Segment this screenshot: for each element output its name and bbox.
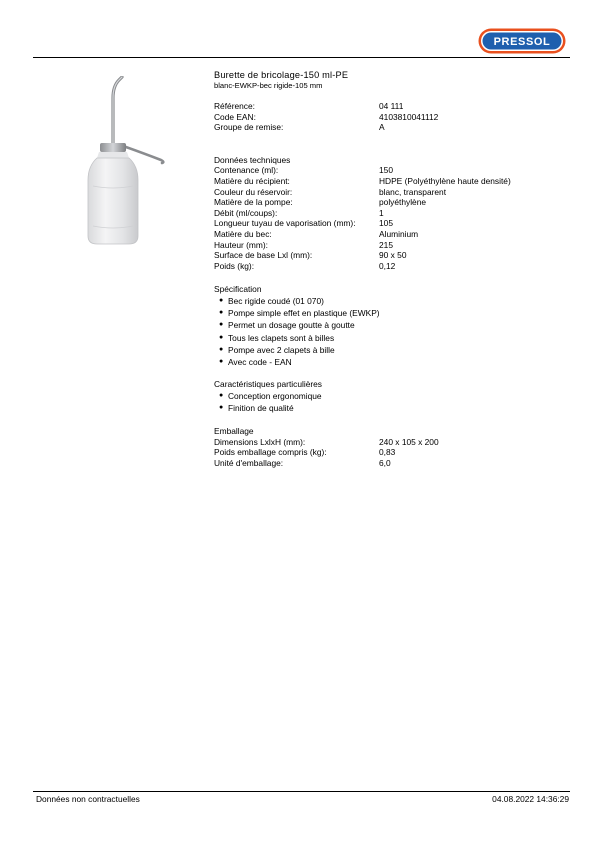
technical-value: 0,12 xyxy=(379,260,396,271)
technical-label: Matière du bec: xyxy=(214,228,272,239)
technical-heading: Données techniques xyxy=(214,154,291,165)
bullet-icon: ● xyxy=(219,403,224,411)
technical-row xyxy=(214,229,574,240)
identifier-label: Groupe de remise: xyxy=(214,122,284,133)
identifier-label: Code EAN: xyxy=(214,111,256,122)
footer-disclaimer: Données non contractuelles xyxy=(36,794,140,804)
technical-label: Matière de la pompe: xyxy=(214,197,293,208)
product-datasheet xyxy=(214,70,574,469)
technical-label: Surface de base Lxl (mm): xyxy=(214,250,313,261)
technical-label: Contenance (ml): xyxy=(214,165,279,176)
packaging-row xyxy=(214,447,574,458)
technical-value: Aluminium xyxy=(379,228,419,239)
technical-label: Matière du récipient: xyxy=(214,175,290,186)
technical-value: 150 xyxy=(379,165,393,176)
technical-row xyxy=(214,218,574,229)
identifier-row xyxy=(214,122,574,133)
identifiers-table xyxy=(214,101,574,133)
list-item-text: Conception ergonomique xyxy=(228,390,322,401)
technical-value: 105 xyxy=(379,218,393,229)
identifier-value: 04 111 xyxy=(379,101,404,111)
bullet-icon: ● xyxy=(219,296,224,304)
technical-table xyxy=(214,165,574,271)
features-heading: Caractéristiques particulières xyxy=(214,379,322,390)
packaging-label: Poids emballage compris (kg): xyxy=(214,447,327,458)
technical-value: 215 xyxy=(379,239,393,250)
technical-value: HDPE (Polyéthylène haute densité) xyxy=(379,175,511,186)
packaging-table xyxy=(214,437,574,469)
features-list xyxy=(214,390,574,414)
identifier-label: Référence: xyxy=(214,101,255,111)
list-item-text: Bec rigide coudé (01 070) xyxy=(228,295,324,306)
list-item xyxy=(214,307,574,319)
technical-row xyxy=(214,176,574,187)
identifier-row xyxy=(214,101,574,112)
technical-row xyxy=(214,250,574,261)
technical-row xyxy=(214,208,574,219)
technical-value: 90 x 50 xyxy=(379,250,407,261)
pressol-logo xyxy=(478,28,566,54)
product-title: Burette de bricolage-150 ml-PE xyxy=(214,70,349,80)
header-divider xyxy=(33,57,570,58)
list-item xyxy=(214,332,574,344)
bullet-icon: ● xyxy=(219,345,224,353)
technical-row xyxy=(214,197,574,208)
packaging-value: 6,0 xyxy=(379,457,391,468)
identifier-row xyxy=(214,112,574,123)
bullet-icon: ● xyxy=(219,333,224,341)
technical-label: Longueur tuyau de vaporisation (mm): xyxy=(214,218,356,229)
packaging-value: 0,83 xyxy=(379,447,396,458)
list-item xyxy=(214,390,574,402)
list-item-text: Avec code - EAN xyxy=(228,356,292,367)
bullet-icon: ● xyxy=(219,357,224,365)
technical-row xyxy=(214,240,574,251)
technical-row xyxy=(214,187,574,198)
technical-value: 1 xyxy=(379,207,384,218)
logo-text: PRESSOL xyxy=(493,36,551,48)
bullet-icon: ● xyxy=(219,309,224,317)
technical-label: Couleur du réservoir: xyxy=(214,186,293,197)
footer-divider xyxy=(33,791,570,792)
specification-list xyxy=(214,295,574,368)
list-item xyxy=(214,295,574,307)
technical-row xyxy=(214,261,574,272)
list-item xyxy=(214,344,574,356)
list-item-text: Pompe simple effet en plastique (EWKP) xyxy=(228,308,380,319)
technical-label: Hauteur (mm): xyxy=(214,239,268,250)
identifier-value: A xyxy=(379,122,385,133)
technical-label: Débit (ml/coups): xyxy=(214,207,278,218)
bullet-icon: ● xyxy=(219,321,224,329)
list-item-text: Tous les clapets sont à billes xyxy=(228,332,335,343)
packaging-value: 240 x 105 x 200 xyxy=(379,436,439,447)
list-item xyxy=(214,356,574,368)
technical-value: blanc, transparent xyxy=(379,186,447,197)
technical-label: Poids (kg): xyxy=(214,260,255,271)
product-subtitle: blanc-EWKP-bec rigide-105 mm xyxy=(214,81,323,90)
packaging-label: Unité d'emballage: xyxy=(214,457,284,468)
packaging-row xyxy=(214,458,574,469)
list-item-text: Pompe avec 2 clapets à bille xyxy=(228,344,335,355)
technical-value: polyéthylène xyxy=(379,197,427,208)
list-item xyxy=(214,402,574,414)
packaging-row xyxy=(214,437,574,448)
packaging-label: Dimensions LxlxH (mm): xyxy=(214,436,306,447)
technical-row xyxy=(214,165,574,176)
list-item-text: Permet un dosage goutte à goutte xyxy=(228,320,355,331)
identifier-value: 4103810041112 xyxy=(379,111,439,122)
product-image-oil-can xyxy=(85,76,180,248)
footer-timestamp: 04.08.2022 14:36:29 xyxy=(492,794,569,804)
list-item-text: Finition de qualité xyxy=(228,402,294,413)
list-item xyxy=(214,319,574,331)
specification-heading: Spécification xyxy=(214,284,262,295)
packaging-heading: Emballage xyxy=(214,426,254,437)
bullet-icon: ● xyxy=(219,391,224,399)
